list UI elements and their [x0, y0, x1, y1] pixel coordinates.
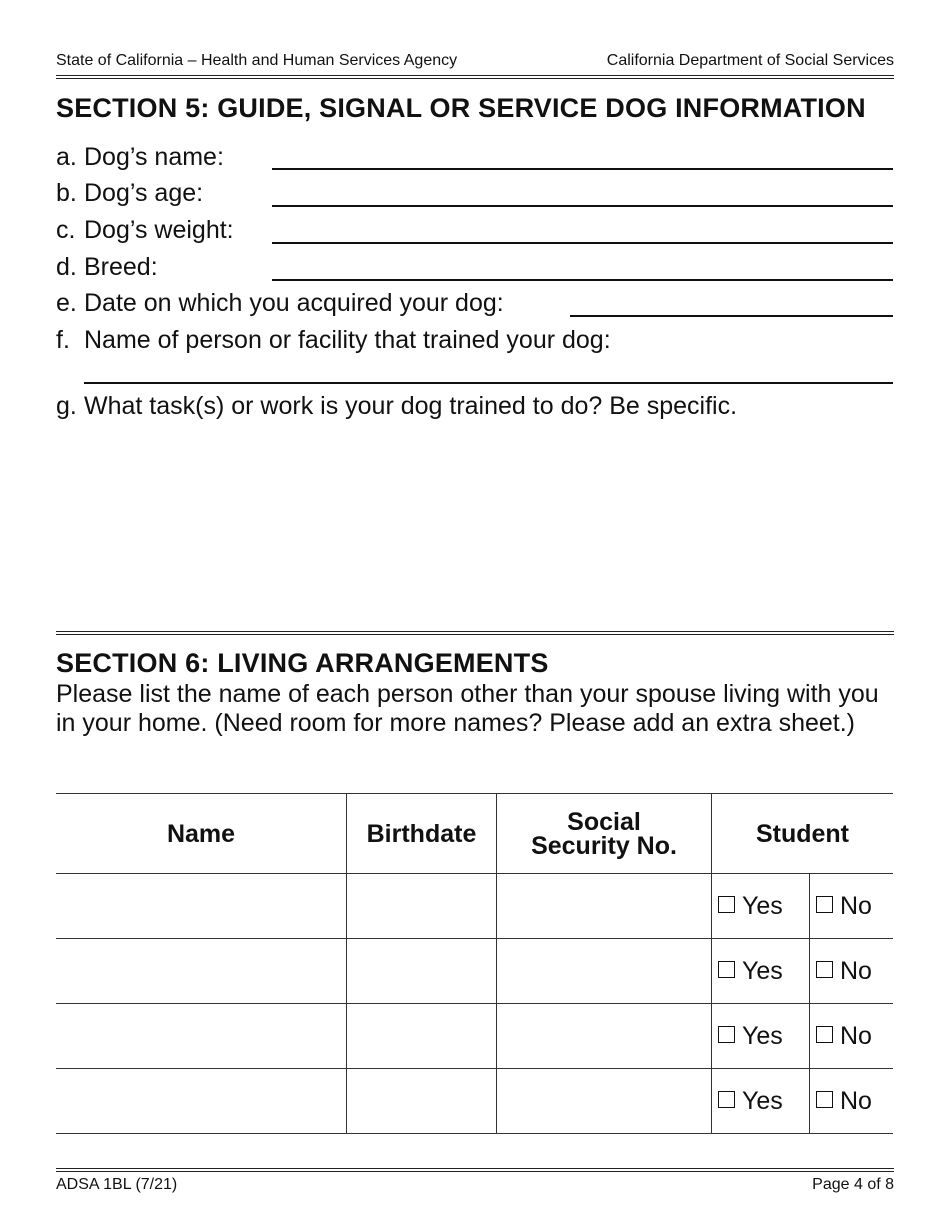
question-letter: d. [56, 253, 77, 281]
student-no[interactable] [810, 939, 894, 1004]
question-a [56, 142, 224, 172]
col-name: Name [56, 794, 347, 874]
checkbox-icon[interactable] [816, 896, 833, 913]
yes-label: Yes [742, 1086, 783, 1115]
question-label: Name of person or facility that trained your dog: [84, 326, 611, 354]
birthdate-cell[interactable] [347, 939, 497, 1004]
header-divider [56, 75, 894, 79]
question-c [56, 215, 234, 245]
col-birthdate: Birthdate [347, 794, 497, 874]
question-label: Breed: [84, 253, 158, 281]
question-f [56, 325, 611, 355]
student-no[interactable] [810, 874, 894, 939]
question-letter: b. [56, 179, 77, 207]
checkbox-icon[interactable] [718, 961, 735, 978]
ssn-cell[interactable] [497, 874, 712, 939]
no-label: No [840, 956, 872, 985]
acquired-date-field[interactable] [570, 315, 893, 317]
question-b [56, 178, 203, 208]
ssn-cell[interactable] [497, 1004, 712, 1069]
checkbox-icon[interactable] [816, 1026, 833, 1043]
question-label: Date on which you acquired your dog: [84, 289, 504, 317]
student-yes[interactable] [712, 1004, 810, 1069]
checkbox-icon[interactable] [718, 896, 735, 913]
yes-label: Yes [742, 956, 783, 985]
name-cell[interactable] [56, 939, 347, 1004]
table-row [56, 939, 893, 1004]
yes-label: Yes [742, 1021, 783, 1050]
section-divider [56, 631, 894, 635]
student-yes[interactable] [712, 874, 810, 939]
section6-title: SECTION 6: LIVING ARRANGEMENTS [56, 648, 549, 678]
footer-page-number: Page 4 of 8 [812, 1176, 894, 1193]
table-row [56, 1069, 893, 1134]
dog-name-field[interactable] [272, 168, 893, 170]
section5-title: SECTION 5: GUIDE, SIGNAL OR SERVICE DOG INFORMATION [56, 93, 866, 123]
question-letter: g. [56, 392, 77, 420]
household-table [56, 793, 893, 1134]
trainer-field[interactable] [84, 382, 893, 384]
checkbox-icon[interactable] [816, 961, 833, 978]
question-letter: a. [56, 143, 77, 171]
table-row [56, 874, 893, 939]
header-department: California Department of Social Services [606, 52, 894, 69]
question-label: Dog’s age: [84, 179, 204, 207]
footer-form-id: ADSA 1BL (7/21) [56, 1176, 178, 1193]
question-letter: c. [56, 216, 76, 244]
name-cell[interactable] [56, 1004, 347, 1069]
question-letter: f. [56, 326, 70, 354]
birthdate-cell[interactable] [347, 1004, 497, 1069]
question-label: What task(s) or work is your dog trained to do? Be specific. [84, 392, 738, 420]
name-cell[interactable] [56, 874, 347, 939]
student-no[interactable] [810, 1004, 894, 1069]
section6-instructions: Please list the name of each person other than your spouse living with you in your home. (Need room for more names? Please add an extra sheet.) [56, 680, 879, 737]
name-cell[interactable] [56, 1069, 347, 1134]
no-label: No [840, 891, 872, 920]
breed-field[interactable] [272, 279, 893, 281]
birthdate-cell[interactable] [347, 874, 497, 939]
checkbox-icon[interactable] [816, 1091, 833, 1108]
question-d [56, 252, 158, 282]
ssn-cell[interactable] [497, 1069, 712, 1134]
col-student: Student [712, 794, 894, 874]
col-ssn [497, 794, 712, 874]
checkbox-icon[interactable] [718, 1026, 735, 1043]
col-ssn-line2: Security No. [531, 831, 677, 860]
table-header-row [56, 794, 893, 874]
col-ssn-line1: Social [567, 807, 641, 836]
no-label: No [840, 1086, 872, 1115]
question-e [56, 288, 504, 318]
question-letter: e. [56, 289, 77, 317]
table-row [56, 1004, 893, 1069]
question-g [56, 391, 737, 421]
ssn-cell[interactable] [497, 939, 712, 1004]
tasks-answer-area[interactable] [84, 425, 893, 620]
birthdate-cell[interactable] [347, 1069, 497, 1134]
header-agency: State of California – Health and Human Services Agency [56, 52, 458, 69]
student-yes[interactable] [712, 1069, 810, 1134]
footer-divider [56, 1168, 894, 1172]
checkbox-icon[interactable] [718, 1091, 735, 1108]
student-yes[interactable] [712, 939, 810, 1004]
dog-weight-field[interactable] [272, 242, 893, 244]
question-label: Dog’s weight: [84, 216, 234, 244]
dog-age-field[interactable] [272, 205, 893, 207]
no-label: No [840, 1021, 872, 1050]
yes-label: Yes [742, 891, 783, 920]
student-no[interactable] [810, 1069, 894, 1134]
question-label: Dog’s name: [84, 143, 224, 171]
